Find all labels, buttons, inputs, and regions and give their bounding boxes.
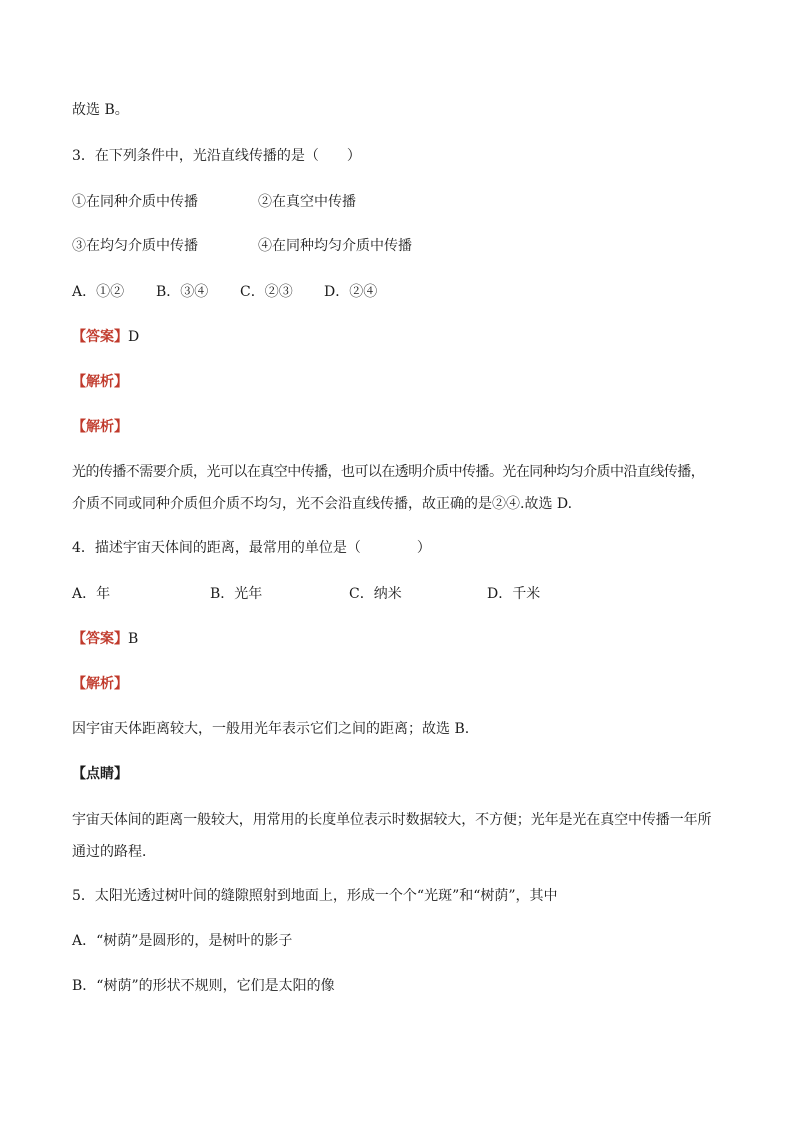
q3-option-c: C．②③	[240, 284, 293, 300]
answer-tag: 【答案】	[72, 329, 128, 345]
q4-option-d: D．千米	[487, 586, 541, 602]
q3-answer-value: D	[128, 329, 140, 345]
answer-tag: 【答案】	[72, 631, 128, 647]
q3-stem: 3．在下列条件中，光沿直线传播的是（ ）	[72, 148, 361, 164]
q4-answer-value: B	[128, 631, 139, 647]
q3-analysis-tag-2: 【解析】	[72, 419, 128, 435]
q4-note-line1: 宇宙天体间的距离一般较大，用常用的长度单位表示时数据较大，不方便；光年是光在真空中传播一年所	[72, 812, 712, 828]
q4-explanation: 因宇宙天体距离较大，一般用光年表示它们之间的距离；故选 B.	[72, 721, 470, 737]
q3-analysis-tag-1: 【解析】	[72, 374, 128, 390]
q3-explanation-line1: 光的传播不需要介质，光可以在真空中传播，也可以在透明介质中传播。光在同种均匀介质中沿直线传播，	[72, 464, 705, 480]
q3-conditions-row2	[72, 236, 412, 256]
q5-option-b: B．“树荫”的形状不规则，它们是太阳的像	[72, 978, 335, 994]
q3-conditions-row1	[72, 192, 356, 212]
q4-note-tag: 【点睛】	[72, 766, 128, 782]
q3-condition-1: ①在同种介质中传播	[72, 194, 198, 210]
q5-stem: 5．太阳光透过树叶间的缝隙照射到地面上，形成一个个“光斑”和“树荫”，其中	[72, 888, 558, 904]
q3-option-a: A．①②	[72, 284, 125, 300]
q3-explanation-line2: 介质不同或同种介质但介质不均匀，光不会沿直线传播，故正确的是②④.故选 D.	[72, 496, 573, 512]
q3-condition-3: ③在均匀介质中传播	[72, 238, 198, 254]
q4-option-c: C．纳米	[349, 586, 402, 602]
prev-answer-line: 故选 B。	[72, 102, 129, 118]
q4-answer	[72, 629, 138, 649]
q4-option-a: A．年	[72, 586, 111, 602]
q3-option-d: D．②④	[324, 284, 378, 300]
q3-condition-4: ④在同种均匀介质中传播	[258, 238, 412, 254]
q4-stem: 4．描述宇宙天体间的距离，最常用的单位是（ ）	[72, 540, 431, 556]
q4-note-line2: 通过的路程．	[72, 844, 156, 860]
q4-option-b: B．光年	[210, 586, 263, 602]
q3-condition-2: ②在真空中传播	[258, 194, 356, 210]
q4-analysis-tag: 【解析】	[72, 676, 128, 692]
q3-answer	[72, 327, 139, 347]
q4-options	[72, 584, 540, 604]
q5-option-a: A．“树荫”是圆形的，是树叶的影子	[72, 933, 293, 949]
q3-options	[72, 282, 377, 302]
q3-option-b: B．③④	[156, 284, 209, 300]
